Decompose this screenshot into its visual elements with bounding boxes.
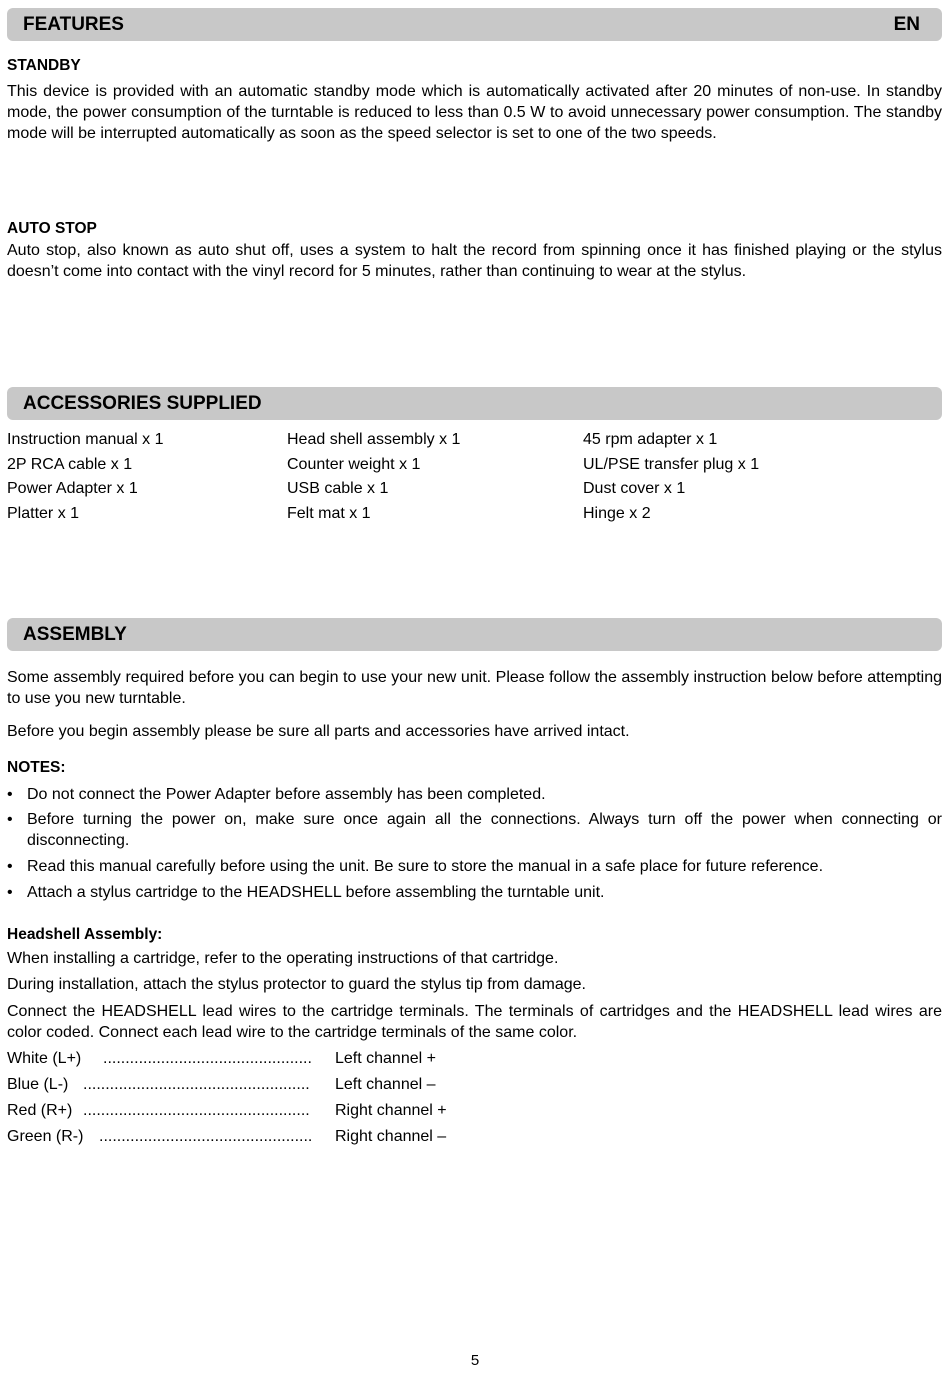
standby-title: STANDBY — [7, 57, 81, 74]
accessory-item: 45 rpm adapter x 1 — [583, 431, 718, 448]
features-heading: FEATURES — [23, 13, 124, 35]
accessories-heading: ACCESSORIES SUPPLIED — [23, 392, 262, 414]
autostop-text: Auto stop, also known as auto shut off, uses a system to halt the record from spinning once it has finished playing or the stylus doesn’t come into contact with the vinyl record for 5 minutes, rather than continuing to wear at the stylus. — [7, 242, 942, 280]
wire-row-blue: Blue (L-) ................................................... Left channel – — [7, 1076, 436, 1093]
accessories-header-bar — [7, 387, 942, 420]
wire-row-green: Green (R-) ................................................ Right channel – — [7, 1128, 447, 1145]
note-item: • Attach a stylus cartridge to the HEADSHELL before assembling the turntable unit. — [7, 884, 605, 901]
wire-row-red: Red (R+) ................................................... Right channel + — [7, 1102, 447, 1119]
assembly-intro: Some assembly required before you can begin to use your new unit. Please follow the assembly instruction below before attempting to use you new turntable. — [7, 669, 942, 707]
autostop-title: AUTO STOP — [7, 220, 97, 237]
language-tag: EN — [893, 13, 920, 35]
notes-title: NOTES: — [7, 759, 66, 776]
accessory-item: Power Adapter x 1 — [7, 480, 138, 497]
headshell-title: Headshell Assembly: — [7, 926, 163, 943]
bullet-icon: • — [7, 786, 13, 803]
headshell-text-3: Connect the HEADSHELL lead wires to the cartridge terminals. The terminals of cartridges and the HEADSHELL lead wires are color coded. Connect each lead wire to the cartridge terminals of the same color. — [7, 1003, 942, 1041]
accessory-item: Felt mat x 1 — [287, 505, 371, 522]
accessory-item: Head shell assembly x 1 — [287, 431, 461, 448]
accessory-item: UL/PSE transfer plug x 1 — [583, 456, 760, 473]
note-item: • Before turning the power on, make sure once again all the connections. Always turn off the power when connecting or disconnecting. — [7, 811, 942, 849]
bullet-icon: • — [7, 858, 13, 875]
headshell-text-2: During installation, attach the stylus protector to guard the stylus tip from damage. — [7, 976, 586, 993]
accessory-item: USB cable x 1 — [287, 480, 389, 497]
accessory-item: Platter x 1 — [7, 505, 80, 522]
assembly-intro-2: Before you begin assembly please be sure all parts and accessories have arrived intact. — [7, 723, 630, 740]
accessory-item: 2P RCA cable x 1 — [7, 456, 133, 473]
assembly-heading: ASSEMBLY — [23, 623, 127, 645]
page-number: 5 — [470, 1352, 480, 1369]
accessory-item: Counter weight x 1 — [287, 456, 421, 473]
assembly-header-bar — [7, 618, 942, 651]
headshell-text-1: When installing a cartridge, refer to the operating instructions of that cartridge. — [7, 950, 559, 967]
note-item: • Read this manual carefully before using the unit. Be sure to store the manual in a safe place for future reference. — [7, 858, 824, 875]
bullet-icon: • — [7, 884, 13, 901]
note-item: • Do not connect the Power Adapter before assembly has been completed. — [7, 786, 546, 803]
features-header-bar — [7, 8, 942, 41]
accessory-item: Hinge x 2 — [583, 505, 651, 522]
bullet-icon: • — [7, 811, 13, 828]
accessory-item: Instruction manual x 1 — [7, 431, 164, 448]
wire-row-white: White (L+) ............................................... Left channel + — [7, 1050, 436, 1067]
accessory-item: Dust cover x 1 — [583, 480, 686, 497]
standby-text: This device is provided with an automatic standby mode which is automatically activated after 20 minutes of non-use. In standby mode, the power consumption of the turntable is reduced to less than 0.5 W to avoid unnecessary power consumption. The standby mode will be interrupted automatically as soon as the speed selector is set to one of the two speeds. — [7, 83, 942, 142]
